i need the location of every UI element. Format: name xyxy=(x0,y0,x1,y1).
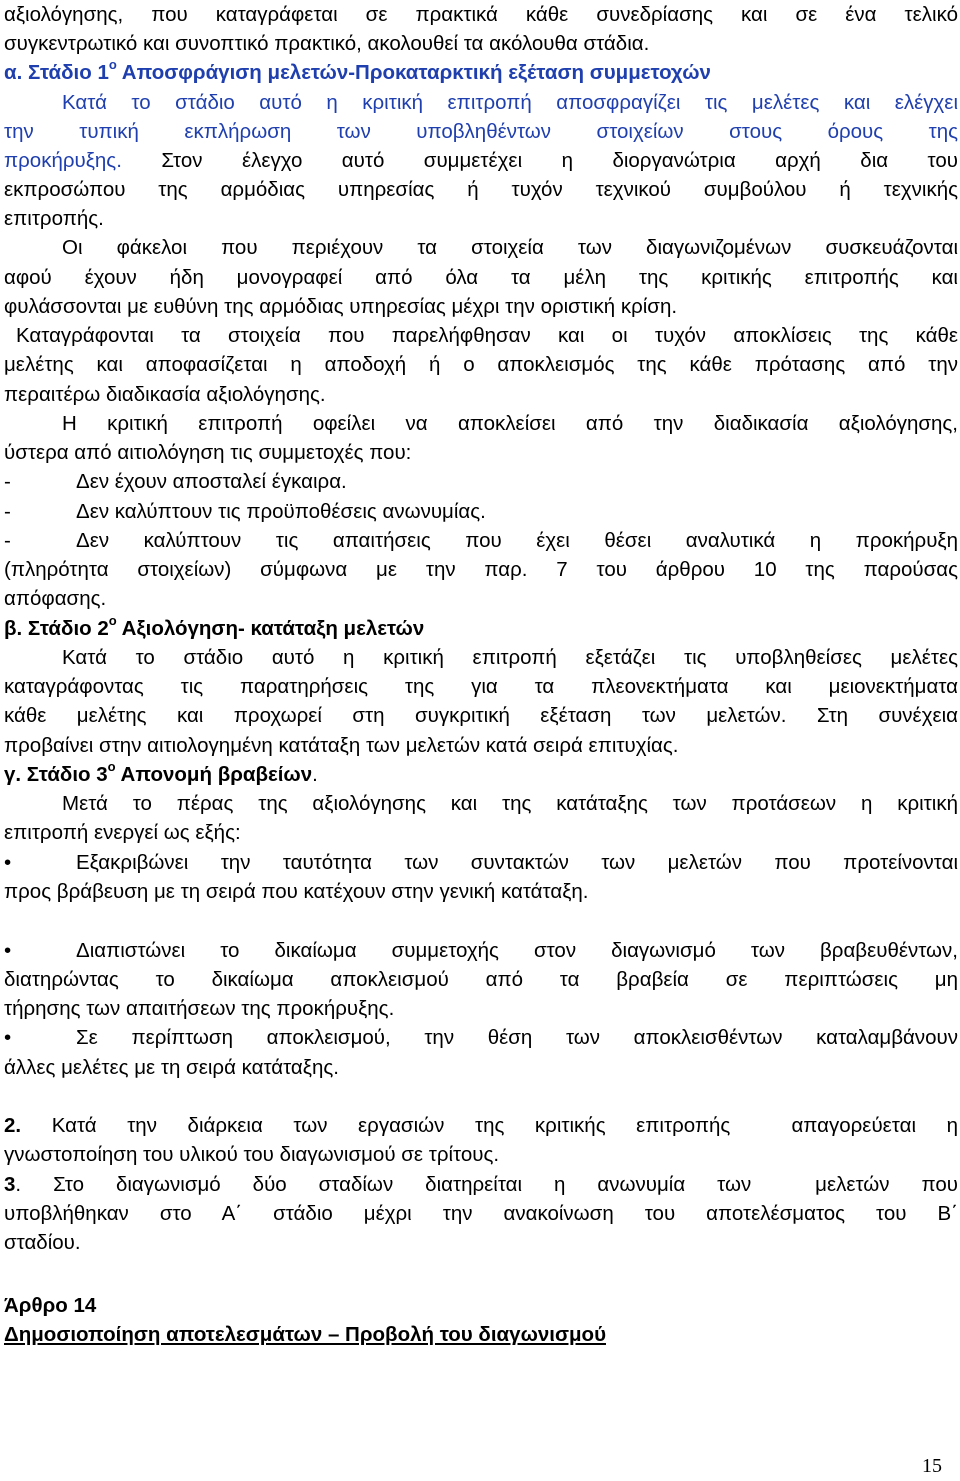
stage-a-p1-line-2: την τυπική εκπλήρωση των υποβληθέντων στοιχείων στους όρους της xyxy=(4,120,958,143)
stage-a-p1-line-3 xyxy=(4,146,958,176)
stage-b-line-2: καταγράφοντας τις παρατηρήσεις της για τα πλεονεκτήματα και μειονεκτήματα xyxy=(4,675,958,698)
stage-a-label-prefix: α. Στάδιο 1 xyxy=(4,61,109,84)
bullet-item-3 xyxy=(4,1023,958,1053)
stage-b-label-sup: ο xyxy=(108,613,117,629)
dash-item-3-line-2: (πληρότητα στοιχείων) σύμφωνα με την παρ. 7 του άρθρου 10 της παρούσας xyxy=(4,558,958,581)
stage-a-p3-line-3: περαιτέρω διαδικασία αξιολόγησης. xyxy=(4,383,326,406)
stage-a-label-sup: ο xyxy=(108,57,117,73)
bullet-item-1-line-1: Εξακριβώνει την ταυτότητα των συντακτών των μελετών που προτείνονται xyxy=(76,851,958,874)
article-title: Άρθρο 14 xyxy=(4,1294,97,1317)
dash-marker: - xyxy=(4,470,11,493)
bullet-item-3-line-2: άλλες μελέτες με τη σειρά κατάταξης. xyxy=(4,1056,339,1079)
dash-item-2 xyxy=(4,497,486,527)
stage-b-heading xyxy=(4,614,424,644)
stage-a-p2-line-2: αφού έχουν ήδη μονογραφεί από όλα τα μέλη της κριτικής επιτροπής και xyxy=(4,266,958,289)
stage-b-line-4: προβαίνει στην αιτιολογημένη κατάταξη των μελετών κατά σειρά επιτυχίας. xyxy=(4,734,679,757)
page-number: 15 xyxy=(922,1455,942,1477)
paragraph-3-line-3: σταδίου. xyxy=(4,1231,81,1254)
dash-item-1-text: Δεν έχουν αποσταλεί έγκαιρα. xyxy=(76,470,347,493)
stage-c-label-dot: . xyxy=(312,763,318,786)
stage-b-line-1: Κατά το στάδιο αυτό η κριτική επιτροπή εξετάζει τις υποβληθείσες μελέτες xyxy=(62,646,958,669)
stage-c-label-sup: ο xyxy=(107,759,116,775)
stage-a-p4-line-2: ύστερα από αιτιολόγηση τις συμμετοχές που: xyxy=(4,441,412,464)
paragraph-3-dot: . xyxy=(15,1173,22,1196)
bullet-marker: • xyxy=(4,1026,12,1049)
bullet-marker: • xyxy=(4,939,12,962)
bullet-item-3-line-1: Σε περίπτωση αποκλεισμού, την θέση των αποκλεισθέντων καταλαμβάνουν xyxy=(76,1026,958,1049)
stage-b-label-prefix: β. Στάδιο 2 xyxy=(4,617,109,640)
stage-a-p1-line-4: εκπροσώπου της αρμόδιας υπηρεσίας ή τυχόν τεχνικού συμβούλου ή τεχνικής xyxy=(4,178,958,201)
stage-c-label-suffix: Απονομή βραβείων xyxy=(115,763,313,786)
bullet-item-2-line-2: διατηρώντας το δικαίωμα αποκλεισμού από τα βραβεία σε περιπτώσεις μη xyxy=(4,968,958,991)
bullet-item-2-line-1: Διαπιστώνει το δικαίωμα συμμετοχής στον διαγωνισμό των βραβευθέντων, xyxy=(76,939,958,962)
stage-a-p1-line-3a: προκήρυξης. xyxy=(4,149,162,172)
stage-c-line-1: Μετά το πέρας της αξιολόγησης και της κατάταξης των προτάσεων η κριτική xyxy=(62,792,958,815)
paragraph-3-line-2: υποβλήθηκαν στο Α΄ στάδιο μέχρι την ανακοίνωση του αποτελέσματος του Β΄ xyxy=(4,1202,958,1225)
stage-b-label-suffix: Αξιολόγηση- κατάταξη μελετών xyxy=(116,617,425,640)
stage-c-line-2: επιτροπή ενεργεί ως εξής: xyxy=(4,821,241,844)
intro-line-2: συγκεντρωτικό και συνοπτικό πρακτικό, ακολουθεί τα ακόλουθα στάδια. xyxy=(4,32,650,55)
stage-a-p1-line-3b: Στον έλεγχο αυτό συμμετέχει η διοργανώτρια αρχή δια του xyxy=(161,149,958,172)
paragraph-2-line-2: γνωστοποίηση του υλικού του διαγωνισμού σε τρίτους. xyxy=(4,1143,500,1166)
stage-a-label-suffix: Αποσφράγιση μελετών-Προκαταρκτική εξέταση συμμετοχών xyxy=(116,61,711,84)
stage-a-heading xyxy=(4,58,711,88)
paragraph-3-number: 3 xyxy=(4,1173,16,1196)
bullet-item-2 xyxy=(4,936,958,966)
dash-item-2-text: Δεν καλύπτουν τις προϋποθέσεις ανωνυμίας. xyxy=(76,500,486,523)
bullet-marker: • xyxy=(4,851,12,874)
stage-a-p1-line-1: Κατά το στάδιο αυτό η κριτική επιτροπή αποσφραγίζει τις μελέτες και ελέγχει xyxy=(62,91,958,114)
paragraph-2-number: 2. xyxy=(4,1114,22,1137)
stage-a-p3-line-1: Καταγράφονται τα στοιχεία που παρελήφθησαν και οι τυχόν αποκλίσεις της κάθε xyxy=(16,324,958,347)
intro-line-1: αξιολόγησης, που καταγράφεται σε πρακτικά κάθε συνεδρίασης και σε ένα τελικό xyxy=(4,3,958,26)
stage-a-p2-line-1: Οι φάκελοι που περιέχουν τα στοιχεία των διαγωνιζομένων συσκευάζονται xyxy=(62,236,958,259)
dash-item-3-line-3: απόφασης. xyxy=(4,587,107,610)
bullet-item-1 xyxy=(4,848,958,878)
stage-b-line-3: κάθε μελέτης και προχωρεί στη συγκριτική εξέταση των μελετών. Στη συνέχεια xyxy=(4,704,958,727)
bullet-item-1-line-2: προς βράβευση με τη σειρά που κατέχουν στην γενική κατάταξη. xyxy=(4,880,589,903)
bullet-item-2-line-3: τήρησης των απαιτήσεων της προκήρυξης. xyxy=(4,997,395,1020)
stage-a-p2-line-3: φυλάσσονται με ευθύνη της αρμόδιας υπηρεσίας μέχρι την οριστική κρίση. xyxy=(4,295,678,318)
dash-marker: - xyxy=(4,529,11,552)
paragraph-2-line-1 xyxy=(4,1111,958,1141)
dash-marker: - xyxy=(4,500,11,523)
stage-a-p3-line-2: μελέτης και αποφασίζεται η αποδοχή ή ο αποκλεισμός της κάθε πρότασης από την xyxy=(4,353,958,376)
paragraph-3-line-1 xyxy=(4,1170,958,1200)
dash-item-3 xyxy=(4,526,958,556)
paragraph-2-line-1-text: Κατά την διάρκεια των εργασιών της κριτικής επιτροπής απαγορεύεται η xyxy=(21,1114,958,1137)
dash-item-1 xyxy=(4,467,347,497)
stage-a-p4-line-1: Η κριτική επιτροπή οφείλει να αποκλείσει από την διαδικασία αξιολόγησης, xyxy=(62,412,958,435)
dash-item-3-line-1: Δεν καλύπτουν τις απαιτήσεις που έχει θέσει αναλυτικά η προκήρυξη xyxy=(76,529,958,552)
stage-c-label-prefix: γ. Στάδιο 3 xyxy=(4,763,108,786)
paragraph-3-line-1-text: Στο διαγωνισμό δύο σταδίων διατηρείται η ανωνυμία των μελετών που xyxy=(21,1173,958,1196)
article-heading: Δημοσιοποίηση αποτελεσμάτων – Προβολή του διαγωνισμού xyxy=(4,1323,606,1346)
stage-c-heading xyxy=(4,760,318,790)
stage-a-p1-line-5: επιτροπής. xyxy=(4,207,104,230)
